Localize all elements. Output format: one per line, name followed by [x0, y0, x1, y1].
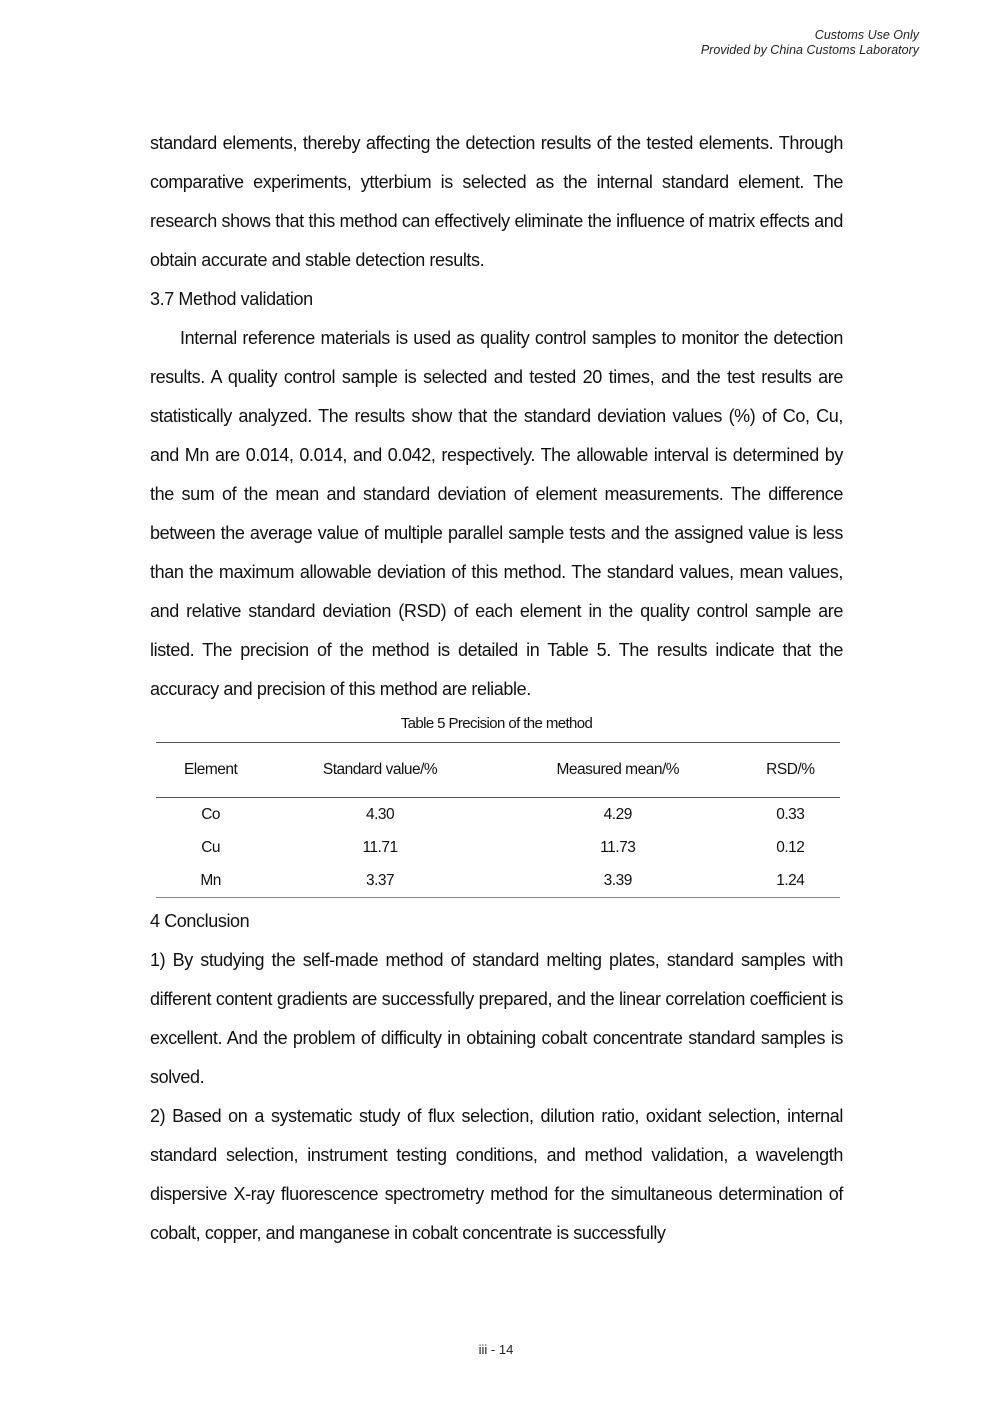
cell-rsd: 0.33: [776, 805, 805, 823]
cell-measured-mean: 4.29: [603, 805, 632, 823]
cell-element: Mn: [156, 864, 265, 898]
cell-element: Co: [201, 805, 221, 823]
column-header-rsd: RSD/%: [741, 743, 840, 798]
conclusion-item-1: 1) By studying the self-made method of standard melting plates, standard samples with different content gradients are successfully prepared, and the linear correlation coefficient is excellent. And the problem of difficulty in obtaining cobalt concentrate standard samples is solved.: [150, 950, 843, 1087]
cell-standard-value: 3.37: [265, 864, 495, 898]
conclusion-item-2: 2) Based on a systematic study of flux selection, dilution ratio, oxidant selection, internal standard selection, instrument testing conditions, and method validation, a wavelength dispersive X-ray fluorescence spectrometry method for the simultaneous determination of cobalt, copper, and manganese in cobalt concentrate is successfully: [150, 1106, 843, 1243]
column-header-measured-mean: Measured mean/%: [495, 743, 741, 798]
column-header-element: Element: [156, 743, 265, 798]
intro-paragraph: standard elements, thereby affecting the detection results of the tested elements. Through comparative experiments, ytterbium is selected as the internal standard element. The research shows that this method can effectively eliminate the influence of matrix effects and obtain accurate and stable detection results.: [150, 133, 843, 270]
page-content: [150, 124, 843, 1253]
header-line-usage: Customs Use Only: [814, 28, 919, 42]
cell-rsd: 0.12: [776, 838, 805, 856]
page-number: iii - 14: [478, 1342, 514, 1357]
table-5-caption: Table 5 Precision of the method: [400, 715, 593, 732]
cell-measured-mean: 11.73: [600, 838, 636, 856]
page-header: [701, 28, 919, 58]
cell-element: Cu: [201, 838, 221, 856]
table-row: [156, 831, 840, 864]
table-row: [156, 864, 840, 898]
cell-measured-mean: 3.39: [495, 864, 741, 898]
cell-rsd: 1.24: [741, 864, 840, 898]
table-header-row: [156, 743, 840, 798]
cell-standard-value: 4.30: [365, 805, 395, 823]
precision-table: [156, 742, 840, 898]
cell-standard-value: 11.71: [362, 838, 398, 856]
column-header-standard-value: Standard value/%: [265, 743, 495, 798]
section-4-heading: 4 Conclusion: [150, 911, 250, 931]
table-row: [156, 798, 840, 832]
header-line-provider: Provided by China Customs Laboratory: [700, 43, 919, 57]
section-3-7-heading: 3.7 Method validation: [150, 289, 313, 309]
section-3-7-paragraph: Internal reference materials is used as quality control samples to monitor the detection results. A quality control sample is selected and tested 20 times, and the test results are statistically analyzed. The results show that the standard deviation values (%) of Co, Cu, and Mn are 0.014, 0.014, and 0.042, respectively. The allowable interval is determined by the sum of the mean and standard deviation of element measurements. The difference between the average value of multiple parallel sample tests and the assigned value is less than the maximum allowable deviation of this method. The standard values, mean values, and relative standard deviation (RSD) of each element in the quality control sample are listed. The precision of the method is detailed in Table 5. The results indicate that the accuracy and precision of this method are reliable.: [150, 328, 843, 699]
